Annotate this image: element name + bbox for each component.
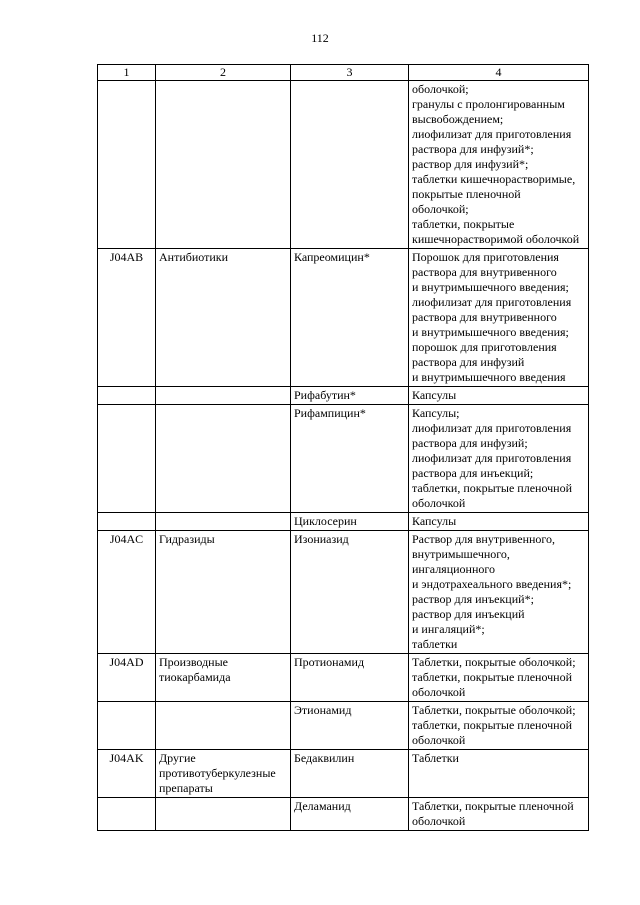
dosage-forms-cell <box>409 798 589 831</box>
dosage-form-line: оболочкой <box>412 685 466 699</box>
table-header-row <box>98 65 589 81</box>
dosage-form-line: Капсулы <box>412 514 457 528</box>
dosage-forms-cell <box>409 702 589 750</box>
dosage-form-line: Таблетки <box>412 751 459 765</box>
atc-code-cell <box>98 702 156 750</box>
dosage-form-line: гранулы с пролонгированным <box>412 97 565 111</box>
dosage-form-line: раствора для внутривенного <box>412 265 557 279</box>
dosage-form-line: высвобождением; <box>412 112 504 126</box>
dosage-form-line: таблетки кишечнорастворимые, <box>412 172 576 186</box>
table-row <box>98 798 589 831</box>
group-name-line: противотуберкулезные <box>159 766 276 780</box>
group-name-cell <box>156 249 291 387</box>
dosage-form-line: Капсулы; <box>412 406 460 420</box>
atc-code-cell <box>98 387 156 405</box>
atc-code-cell <box>98 405 156 513</box>
dosage-form-line: Таблетки, покрытые пленочной <box>412 799 574 813</box>
group-name-line: Производные <box>159 655 228 669</box>
dosage-form-line: Раствор для внутривенного, <box>412 532 556 546</box>
table-row <box>98 702 589 750</box>
dosage-form-line: оболочкой <box>412 814 466 828</box>
dosage-form-line: раствор для инъекций*; <box>412 592 534 606</box>
drug-name-cell: Бедаквилин <box>291 750 409 798</box>
dosage-form-line: оболочкой; <box>412 82 469 96</box>
group-name-cell <box>156 531 291 654</box>
drug-name-cell: Рифабутин* <box>291 387 409 405</box>
table-row <box>98 405 589 513</box>
atc-code-cell: J04AD <box>98 654 156 702</box>
dosage-form-line: лиофилизат для приготовления <box>412 421 572 435</box>
dosage-forms-cell <box>409 750 589 798</box>
column-header: 3 <box>291 65 409 81</box>
group-name-cell <box>156 513 291 531</box>
dosage-forms-cell <box>409 387 589 405</box>
dosage-form-line: и эндотрахеального введения*; <box>412 577 572 591</box>
dosage-form-line: оболочкой; <box>412 202 469 216</box>
dosage-form-line: лиофилизат для приготовления <box>412 295 572 309</box>
dosage-form-line: раствор для инъекций <box>412 607 525 621</box>
table-row <box>98 387 589 405</box>
dosage-form-line: оболочкой <box>412 733 466 747</box>
column-header: 4 <box>409 65 589 81</box>
dosage-form-line: порошок для приготовления <box>412 340 557 354</box>
dosage-forms-cell <box>409 405 589 513</box>
dosage-form-line: Капсулы <box>412 388 457 402</box>
drug-name-cell: Этионамид <box>291 702 409 750</box>
group-name-cell <box>156 387 291 405</box>
column-header: 1 <box>98 65 156 81</box>
medication-table <box>97 64 589 831</box>
atc-code-cell: J04AC <box>98 531 156 654</box>
drug-name-cell: Капреомицин* <box>291 249 409 387</box>
table-row <box>98 654 589 702</box>
dosage-form-line: и внутримышечного введения; <box>412 325 569 339</box>
dosage-forms-cell <box>409 81 589 249</box>
dosage-forms-cell <box>409 513 589 531</box>
dosage-form-line: кишечнорастворимой оболочкой <box>412 232 580 246</box>
atc-code-cell: J04AK <box>98 750 156 798</box>
group-name-cell <box>156 702 291 750</box>
group-name-line: препараты <box>159 781 213 795</box>
group-name-cell <box>156 81 291 249</box>
dosage-forms-cell <box>409 249 589 387</box>
group-name-cell <box>156 405 291 513</box>
dosage-form-line: лиофилизат для приготовления <box>412 451 572 465</box>
atc-code-cell: J04AB <box>98 249 156 387</box>
dosage-form-line: раствора для инфузий*; <box>412 142 534 156</box>
table-row <box>98 750 589 798</box>
drug-name-cell: Циклосерин <box>291 513 409 531</box>
atc-code-cell <box>98 798 156 831</box>
dosage-form-line: раствора для инфузий; <box>412 436 528 450</box>
dosage-form-line: Порошок для приготовления <box>412 250 559 264</box>
drug-name-cell <box>291 81 409 249</box>
drug-name-cell: Изониазид <box>291 531 409 654</box>
atc-code-cell <box>98 513 156 531</box>
dosage-form-line: оболочкой <box>412 496 466 510</box>
group-name-cell <box>156 798 291 831</box>
drug-name-cell: Рифампицин* <box>291 405 409 513</box>
dosage-form-line: и внутримышечного введения; <box>412 280 569 294</box>
dosage-form-line: внутримышечного, <box>412 547 510 561</box>
dosage-form-line: и ингаляций*; <box>412 622 485 636</box>
drug-name-cell: Протионамид <box>291 654 409 702</box>
dosage-form-line: Таблетки, покрытые оболочкой; <box>412 655 576 669</box>
dosage-form-line: Таблетки, покрытые оболочкой; <box>412 703 576 717</box>
dosage-form-line: раствор для инфузий*; <box>412 157 529 171</box>
table-row <box>98 513 589 531</box>
drug-name-cell: Деламанид <box>291 798 409 831</box>
dosage-form-line: таблетки, покрытые <box>412 217 515 231</box>
dosage-form-line: таблетки <box>412 637 458 651</box>
table-row <box>98 531 589 654</box>
group-name-line: Другие <box>159 751 196 765</box>
dosage-form-line: ингаляционного <box>412 562 496 576</box>
group-name-line: Гидразиды <box>159 532 215 546</box>
atc-code-cell <box>98 81 156 249</box>
group-name-line: тиокарбамида <box>159 670 231 684</box>
dosage-form-line: раствора для внутривенного <box>412 310 557 324</box>
column-header: 2 <box>156 65 291 81</box>
dosage-form-line: раствора для инфузий <box>412 355 525 369</box>
dosage-form-line: покрытые пленочной <box>412 187 521 201</box>
group-name-cell <box>156 654 291 702</box>
dosage-forms-cell <box>409 531 589 654</box>
dosage-form-line: таблетки, покрытые пленочной <box>412 670 573 684</box>
dosage-forms-cell <box>409 654 589 702</box>
dosage-form-line: лиофилизат для приготовления <box>412 127 572 141</box>
group-name-line: Антибиотики <box>159 250 229 264</box>
table-row <box>98 249 589 387</box>
table-row <box>98 81 589 249</box>
group-name-cell <box>156 750 291 798</box>
page-number: 112 <box>311 31 329 45</box>
dosage-form-line: таблетки, покрытые пленочной <box>412 481 573 495</box>
dosage-form-line: таблетки, покрытые пленочной <box>412 718 573 732</box>
dosage-form-line: раствора для инъекций; <box>412 466 534 480</box>
dosage-form-line: и внутримышечного введения <box>412 370 566 384</box>
